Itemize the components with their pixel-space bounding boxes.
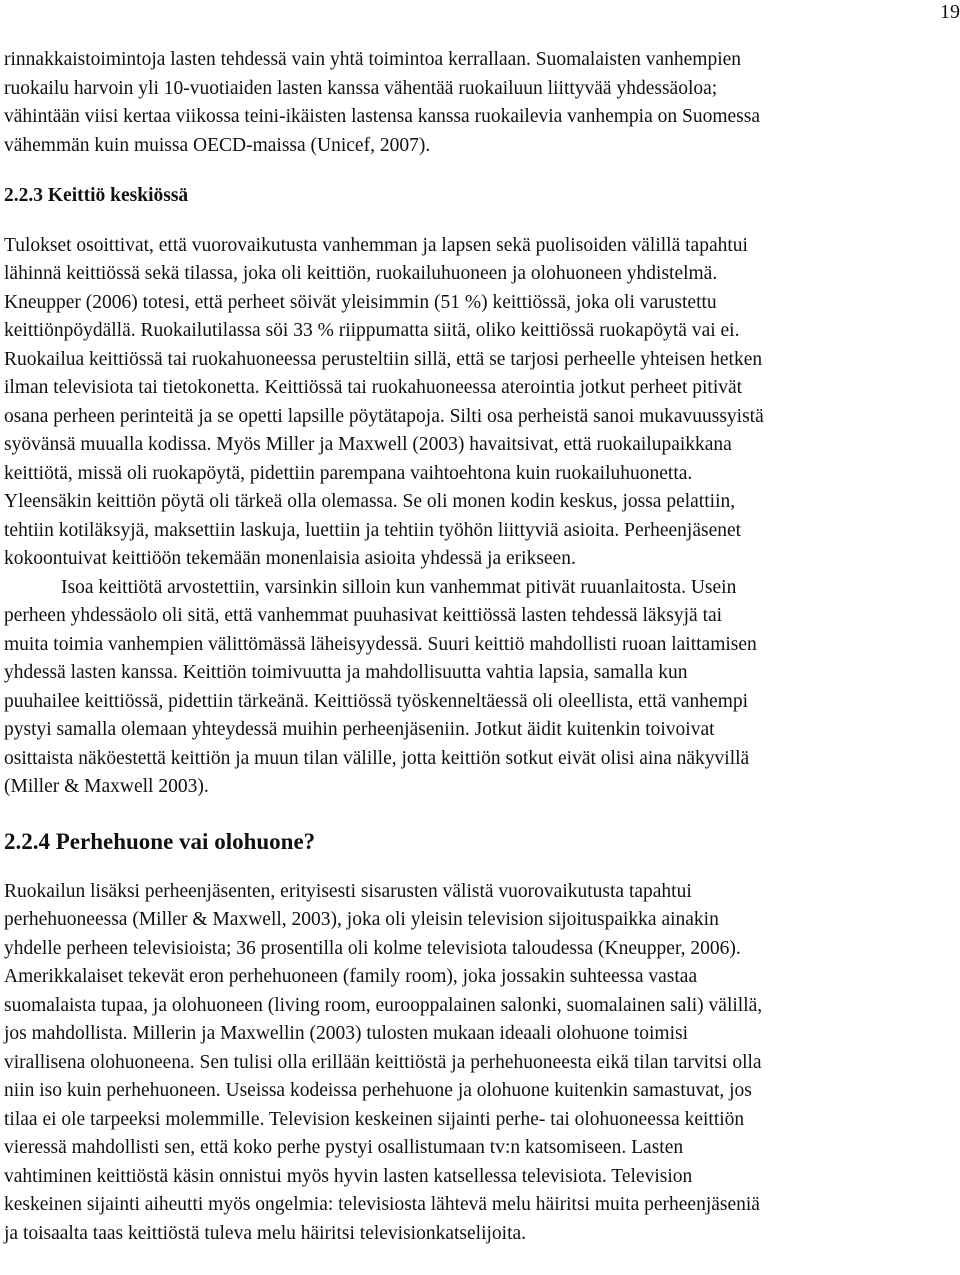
- text-line: (Miller & Maxwell 2003).: [4, 776, 209, 797]
- text-line: perhehuoneessa (Miller & Maxwell, 2003), joka oli yleisin television sijoituspaikka ainakin: [4, 909, 719, 930]
- text-line: pystyi samalla olemaan yhteydessä muihin perheenjäseniin. Jotkut äidit kuitenkin toivoivat: [4, 719, 715, 740]
- text-line: ruokailu harvoin yli 10-vuotiaiden lasten kanssa vähentää ruokailuun liittyvää yhdessäoloa;: [4, 77, 718, 99]
- section-2-2-3-paragraph-1: [4, 232, 960, 574]
- text-line: Isoa keittiötä arvostettiin, varsinkin silloin kun vanhemmat pitivät ruuanlaitosta. Usein: [61, 576, 737, 598]
- text-line: puuhailee keittiössä, pidettiin tärkeänä. Keittiössä työskenneltäessä oli oleellista, että vanhempi: [4, 690, 749, 712]
- text-line: ja toisaalta taas keittiöstä tuleva melu häiritsi televisionkatselijoita.: [4, 1222, 527, 1244]
- text-line: Tulokset osoittivat, että vuorovaikutusta vanhemman ja lapsen sekä puolisoiden välillä tapahtui: [4, 234, 748, 256]
- text-line: vähemmän kuin muissa OECD-maissa (Unicef, 2007).: [4, 134, 431, 156]
- text-line: tehtiin kotiläksyjä, maksettiin laskuja, luettiin ja tehtiin työhön liittyviä asioita. Perheenjäsenet: [4, 519, 742, 541]
- text-line: Kneupper (2006) totesi, että perheet söivät yleisimmin (51 %) keittiössä, joka oli varustettu: [4, 291, 717, 313]
- text-line: vieressä mahdollisti sen, että koko perhe pystyi osallistumaan tv:n katsomiseen. Lasten: [4, 1137, 684, 1158]
- text-line: tilaa ei ole tarpeeksi molemmille. Television keskeinen sijainti perhe- tai olohuoneessa keittiön: [4, 1108, 745, 1130]
- text-line: keittiötä, missä oli ruokapöytä, pidettiin parempana vaihtoehtona kuin ruokailuhuonetta.: [4, 462, 693, 484]
- text-line: vähintään viisi kertaa viikossa teini-ikäisten lastensa kanssa ruokailevia vanhempia on Suomessa: [4, 106, 760, 127]
- text-line: jos mahdollista. Millerin ja Maxwellin (2003) tulosten mukaan ideaali olohuone toimisi: [4, 1023, 689, 1044]
- text-line: ilman televisiota tai tietokonetta. Keittiössä tai ruokahuoneessa aterointia jotkut perheet pitivät: [4, 377, 743, 398]
- text-line: keittiönpöydällä. Ruokailutilassa söi 33 % riippumatta siitä, oliko keittiössä ruokapöytä vai ei.: [4, 320, 740, 341]
- text-line: suomalaista tupaa, ja olohuoneen (living room, eurooppalainen salonki, suomalainen sali) välillä,: [4, 994, 763, 1016]
- text-line: lähinnä keittiössä sekä tilassa, joka oli keittiön, ruokailuhuoneen ja olohuoneen yhdistelmä.: [4, 263, 718, 284]
- text-line: Amerikkalaiset tekevät eron perhehuoneen (family room), joka jossakin suhteessa vastaa: [4, 966, 698, 987]
- page-content: [4, 46, 960, 1248]
- text-line: yhdessä lasten kanssa. Keittiön toimivuutta ja mahdollisuutta vahtia lapsia, samalla kun: [4, 662, 688, 683]
- section-heading-2-2-4: 2.2.4 Perhehuone vai olohuone?: [4, 828, 316, 854]
- text-line: vahtiminen keittiöstä käsin onnistui myös hyvin lasten katsellessa televisiota. Television: [4, 1165, 693, 1187]
- text-line: niin iso kuin perhehuoneen. Useissa kodeissa perhehuone ja olohuone kuitenkin samastuvat, jos: [4, 1080, 752, 1101]
- text-line: perheen yhdessäolo oli sitä, että vanhemmat puuhasivat keittiössä lasten tehdessä läksyjä tai: [4, 605, 723, 626]
- text-line: muita toimia vanhempien välittömässä läheisyydessä. Suuri keittiö mahdollisti ruoan laittamisen: [4, 633, 757, 655]
- text-line: kokoontuivat keittiöön tekemään monenlaisia asioita yhdessä ja erikseen.: [4, 548, 576, 569]
- text-line: Ruokailun lisäksi perheenjäsenten, erityisesti sisarusten välistä vuorovaikutusta tapahtui: [4, 880, 692, 902]
- text-line: keskeinen sijainti aiheutti myös ongelmia: televisiosta lähtevä melu häiritsi muita perheenjäseniä: [4, 1194, 760, 1215]
- text-line: Ruokailua keittiössä tai ruokahuoneessa perusteltiin sillä, että se tarjosi perheelle yhteisen hetken: [4, 348, 763, 370]
- page-number: 19: [940, 1, 960, 23]
- section-2-2-3-paragraph-2: [4, 574, 960, 802]
- text-line: rinnakkaistoimintoja lasten tehdessä vain yhtä toimintoa kerrallaan. Suomalaisten vanhempien: [4, 49, 742, 70]
- text-line: virallisena olohuoneena. Sen tulisi olla erillään keittiöstä ja perhehuoneesta eikä tilan tarvitsi olla: [4, 1051, 762, 1073]
- text-line: syövänsä muualla kodissa. Myös Miller ja Maxwell (2003) havaitsivat, että ruokailupaikkana: [4, 434, 732, 455]
- section-heading-2-2-3: 2.2.3 Keittiö keskiössä: [4, 185, 189, 206]
- intro-paragraph: [4, 46, 960, 160]
- section-2-2-4-paragraph: [4, 878, 960, 1249]
- text-line: osittaista näköestettä keittiön ja muun tilan välille, jotta keittiön sotkut eivät olisi aina näkyvillä: [4, 747, 750, 769]
- text-line: osana perheen perinteitä ja se opetti lapsille pöytätapoja. Silti osa perheistä sanoi mukavuussyistä: [4, 405, 764, 427]
- text-line: yhdelle perheen televisioista; 36 prosentilla oli kolme televisiota taloudessa (Kneupper, 2006).: [4, 937, 741, 959]
- text-line: Yleensäkin keittiön pöytä oli tärkeä olla olemassa. Se oli monen kodin keskus, jossa pelattiin,: [4, 491, 736, 512]
